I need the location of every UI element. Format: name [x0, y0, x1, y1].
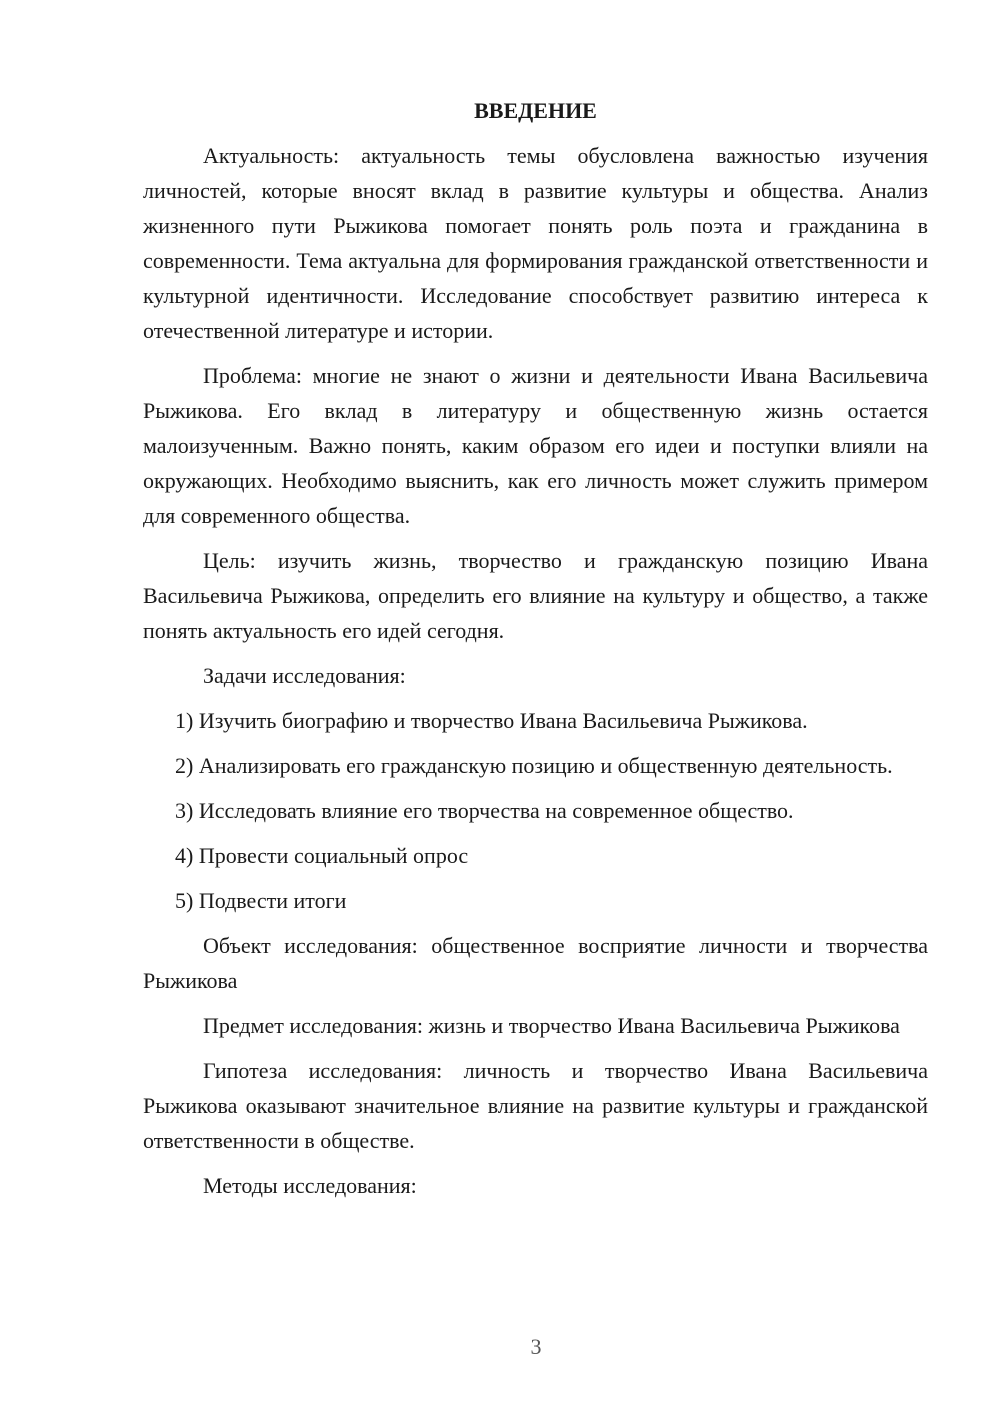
relevance-paragraph: Актуальность: актуальность темы обусловлена важностью изучения личностей, которые вносят вклад в развитие культуры и общества. Анализ жизненного пути Рыжикова помогает понять роль поэта и гражданина в современности. Тема актуальна для формирования гражданской ответственности и культурной идентичности. Исследование способствует развитию интереса к отечественной литературе и истории.: [143, 143, 928, 343]
task-item: 5) Подвести итоги: [175, 888, 347, 913]
document-page: [143, 88, 928, 1213]
subject-paragraph: Предмет исследования: жизнь и творчество Ивана Васильевича Рыжикова: [203, 1013, 900, 1038]
hypothesis-paragraph: Гипотеза исследования: личность и творчество Ивана Васильевича Рыжикова оказывают значительное влияние на развитие культуры и гражданской ответственности в обществе.: [143, 1058, 928, 1153]
methods-heading: Методы исследования:: [203, 1173, 417, 1198]
problem-paragraph: Проблема: многие не знают о жизни и деятельности Ивана Васильевича Рыжикова. Его вклад в литературу и общественную жизнь остается малоизученным. Важно понять, каким образом его идеи и поступки влияли на окружающих. Необходимо выяснить, как его личность может служить примером для современного общества.: [143, 363, 928, 528]
page-number: 3: [530, 1334, 542, 1359]
tasks-heading: Задачи исследования:: [203, 663, 406, 688]
task-item: 3) Исследовать влияние его творчества на современное общество.: [175, 798, 794, 823]
task-item: 1) Изучить биографию и творчество Ивана Васильевича Рыжикова.: [175, 708, 808, 733]
task-item: 4) Провести социальный опрос: [175, 843, 469, 868]
page-title: ВВЕДЕНИЕ: [474, 98, 597, 123]
object-paragraph: Объект исследования: общественное восприятие личности и творчества Рыжикова: [143, 933, 928, 993]
goal-paragraph: Цель: изучить жизнь, творчество и гражданскую позицию Ивана Васильевича Рыжикова, определить его влияние на культуру и общество, а также понять актуальность его идей сегодня.: [143, 548, 928, 643]
task-item: 2) Анализировать его гражданскую позицию и общественную деятельность.: [175, 753, 893, 778]
